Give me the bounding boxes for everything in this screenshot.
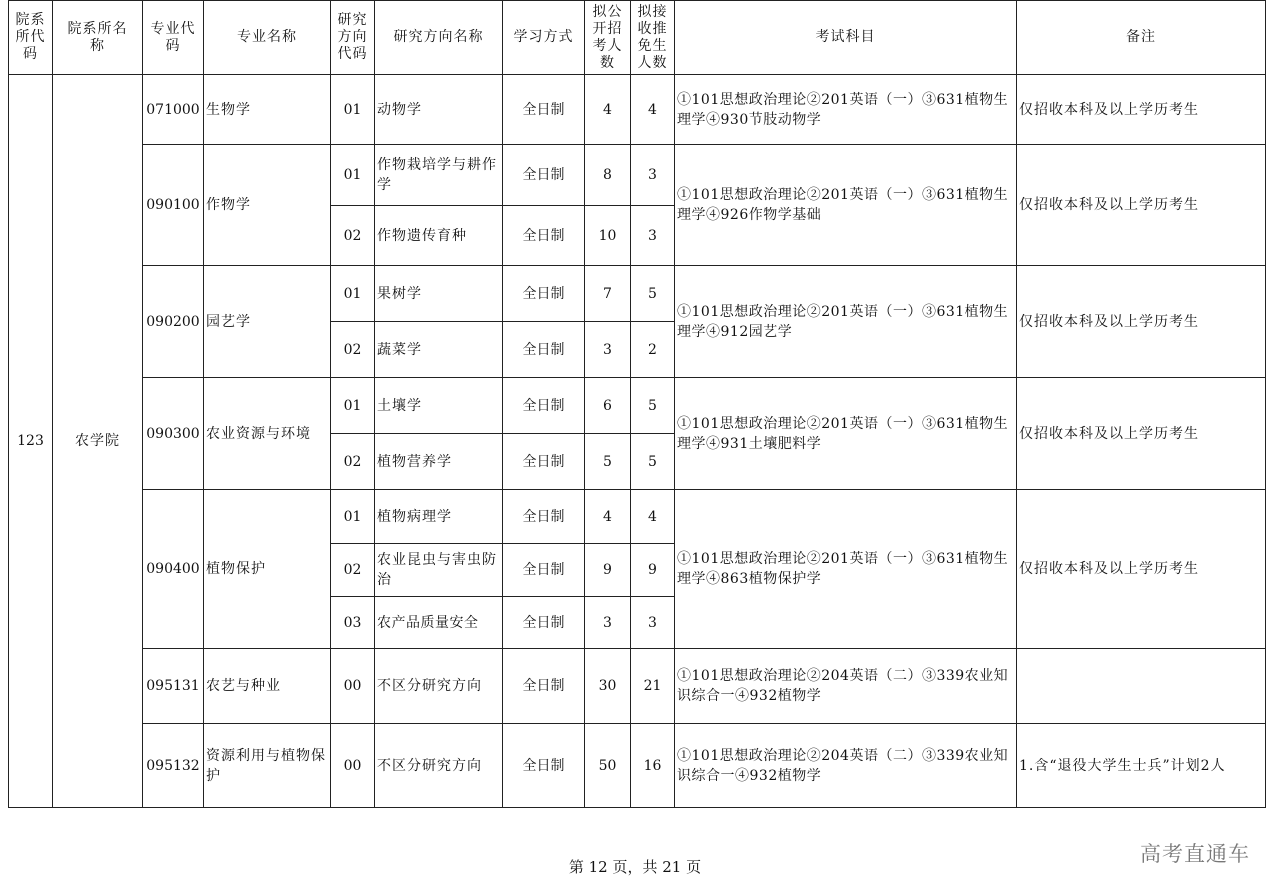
major-code-cell: 095132 (143, 724, 204, 808)
header-remarks: 备注 (1017, 1, 1266, 75)
header-exam: 考试科目 (675, 1, 1017, 75)
remark-cell: 1.含“退役大学生士兵”计划2人 (1017, 724, 1266, 808)
exam-cell: ①101思想政治理论②204英语（二）③339农业知识综合一④932植物学 (675, 649, 1017, 724)
table-row (9, 75, 1266, 145)
exempt-quota-cell: 9 (631, 544, 675, 597)
table-row (9, 145, 1266, 206)
dir-code-cell: 02 (331, 434, 375, 490)
public-quota-cell: 9 (585, 544, 631, 597)
header-dept-name: 院系所名称 (53, 1, 143, 75)
exam-cell: ①101思想政治理论②201英语（一）③631植物生理学④930节肢动物学 (675, 75, 1017, 145)
dir-name-cell: 农业昆虫与害虫防治 (375, 544, 503, 597)
remark-cell: 仅招收本科及以上学历考生 (1017, 378, 1266, 490)
exempt-quota-cell: 5 (631, 378, 675, 434)
header-row (9, 1, 1266, 75)
watermark: 高考直通车 (1140, 842, 1250, 866)
major-code-cell: 071000 (143, 75, 204, 145)
major-code-cell: 095131 (143, 649, 204, 724)
dir-code-cell: 00 (331, 724, 375, 808)
header-major-code: 专业代码 (143, 1, 204, 75)
table-row (9, 266, 1266, 322)
exam-cell: ①101思想政治理论②204英语（二）③339农业知识综合一④932植物学 (675, 724, 1017, 808)
dir-name-cell: 动物学 (375, 75, 503, 145)
dir-name-cell: 植物病理学 (375, 490, 503, 544)
study-mode-cell: 全日制 (503, 322, 585, 378)
exempt-quota-cell: 3 (631, 145, 675, 206)
study-mode-cell: 全日制 (503, 434, 585, 490)
dir-code-cell: 01 (331, 378, 375, 434)
dir-name-cell: 作物遗传育种 (375, 206, 503, 266)
dir-name-cell: 农产品质量安全 (375, 597, 503, 649)
exam-cell: ①101思想政治理论②201英语（一）③631植物生理学④912园艺学 (675, 266, 1017, 378)
major-name-cell: 资源利用与植物保护 (204, 724, 331, 808)
study-mode-cell: 全日制 (503, 724, 585, 808)
study-mode-cell: 全日制 (503, 206, 585, 266)
dir-name-cell: 植物营养学 (375, 434, 503, 490)
remark-cell: 仅招收本科及以上学历考生 (1017, 490, 1266, 649)
major-name-cell: 农艺与种业 (204, 649, 331, 724)
major-code-cell: 090400 (143, 490, 204, 649)
dir-code-cell: 03 (331, 597, 375, 649)
public-quota-cell: 7 (585, 266, 631, 322)
exempt-quota-cell: 5 (631, 266, 675, 322)
study-mode-cell: 全日制 (503, 490, 585, 544)
study-mode-cell: 全日制 (503, 378, 585, 434)
table-row (9, 490, 1266, 544)
header-study-mode: 学习方式 (503, 1, 585, 75)
dir-code-cell: 01 (331, 145, 375, 206)
exempt-quota-cell: 2 (631, 322, 675, 378)
dir-code-cell: 01 (331, 266, 375, 322)
dir-name-cell: 蔬菜学 (375, 322, 503, 378)
dir-code-cell: 00 (331, 649, 375, 724)
public-quota-cell: 6 (585, 378, 631, 434)
major-name-cell: 作物学 (204, 145, 331, 266)
exam-cell: ①101思想政治理论②201英语（一）③631植物生理学④931土壤肥料学 (675, 378, 1017, 490)
remark-cell: 仅招收本科及以上学历考生 (1017, 145, 1266, 266)
exempt-quota-cell: 4 (631, 75, 675, 145)
exempt-quota-cell: 21 (631, 649, 675, 724)
exam-cell: ①101思想政治理论②201英语（一）③631植物生理学④863植物保护学 (675, 490, 1017, 649)
study-mode-cell: 全日制 (503, 266, 585, 322)
dir-name-cell: 土壤学 (375, 378, 503, 434)
header-major-name: 专业名称 (204, 1, 331, 75)
dir-name-cell: 不区分研究方向 (375, 649, 503, 724)
header-dept-code: 院系所代码 (9, 1, 53, 75)
table-row (9, 724, 1266, 808)
major-name-cell: 园艺学 (204, 266, 331, 378)
page-number: 第 12 页，共 21 页 (568, 858, 702, 876)
public-quota-cell: 8 (585, 145, 631, 206)
major-code-cell: 090100 (143, 145, 204, 266)
dept-name-cell: 农学院 (53, 75, 143, 808)
remark-cell: 仅招收本科及以上学历考生 (1017, 266, 1266, 378)
header-dir-name: 研究方向名称 (375, 1, 503, 75)
header-public-quota: 拟公开招考人数 (585, 1, 631, 75)
dir-name-cell: 作物栽培学与耕作学 (375, 145, 503, 206)
public-quota-cell: 4 (585, 75, 631, 145)
dept-code-cell: 123 (9, 75, 53, 808)
major-name-cell: 生物学 (204, 75, 331, 145)
public-quota-cell: 5 (585, 434, 631, 490)
exempt-quota-cell: 5 (631, 434, 675, 490)
exam-cell: ①101思想政治理论②201英语（一）③631植物生理学④926作物学基础 (675, 145, 1017, 266)
dir-code-cell: 02 (331, 544, 375, 597)
study-mode-cell: 全日制 (503, 145, 585, 206)
dir-code-cell: 02 (331, 322, 375, 378)
header-dir-code: 研究方向代码 (331, 1, 375, 75)
public-quota-cell: 4 (585, 490, 631, 544)
header-exempt-quota: 拟接收推免生人数 (631, 1, 675, 75)
remark-cell (1017, 649, 1266, 724)
public-quota-cell: 30 (585, 649, 631, 724)
major-code-cell: 090300 (143, 378, 204, 490)
public-quota-cell: 3 (585, 322, 631, 378)
remark-cell: 仅招收本科及以上学历考生 (1017, 75, 1266, 145)
study-mode-cell: 全日制 (503, 75, 585, 145)
dir-name-cell: 果树学 (375, 266, 503, 322)
major-code-cell: 090200 (143, 266, 204, 378)
exempt-quota-cell: 4 (631, 490, 675, 544)
public-quota-cell: 10 (585, 206, 631, 266)
study-mode-cell: 全日制 (503, 597, 585, 649)
dir-code-cell: 01 (331, 75, 375, 145)
table-row (9, 378, 1266, 434)
exempt-quota-cell: 16 (631, 724, 675, 808)
major-name-cell: 植物保护 (204, 490, 331, 649)
exempt-quota-cell: 3 (631, 206, 675, 266)
study-mode-cell: 全日制 (503, 649, 585, 724)
major-name-cell: 农业资源与环境 (204, 378, 331, 490)
exempt-quota-cell: 3 (631, 597, 675, 649)
public-quota-cell: 50 (585, 724, 631, 808)
study-mode-cell: 全日制 (503, 544, 585, 597)
dir-code-cell: 01 (331, 490, 375, 544)
dir-code-cell: 02 (331, 206, 375, 266)
dir-name-cell: 不区分研究方向 (375, 724, 503, 808)
table-row (9, 649, 1266, 724)
admission-table (8, 0, 1266, 808)
public-quota-cell: 3 (585, 597, 631, 649)
